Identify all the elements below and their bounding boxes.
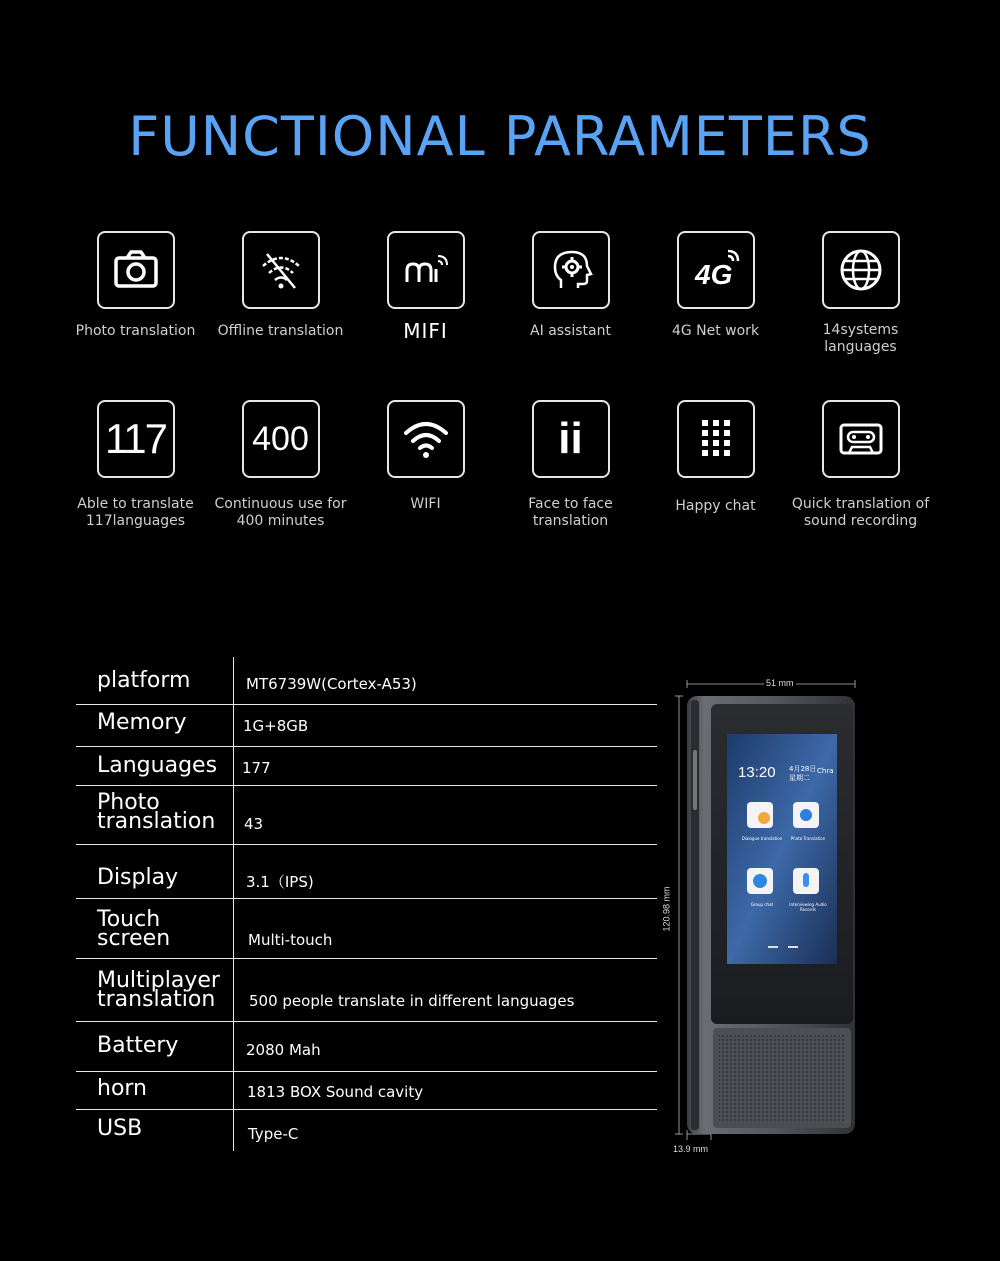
feature-label: 4G Net work [671,323,760,339]
spec-key: Photo translation [97,790,216,834]
feature-label: Photo translation [75,323,196,339]
grid-dot [702,450,708,456]
feature-ai-assistant [498,231,643,340]
feature-happy-chat [643,400,788,515]
app-label: Group chat [750,902,774,907]
feature-14-systems-languages [788,231,933,356]
grid-dot [713,420,719,426]
spec-value: 500 people translate in different languages [249,992,575,1010]
spec-value: 1G+8GB [243,717,309,735]
grid-dot [702,430,708,436]
grid-dot [702,420,708,426]
feature-label: Offline translation [217,323,344,339]
screen-weekday: 星期二 [789,774,810,782]
117-icon: 117 [97,400,175,478]
feature-label: Happy chat [675,498,756,514]
spec-value: MT6739W(Cortex-A53) [246,675,417,693]
grid-dot [702,440,708,446]
feature-label: AI assistant [530,323,611,339]
table-row [76,657,657,705]
screen-time: 13:20 [738,764,776,781]
depth-dimension: 13.9 mm [673,1144,709,1154]
spec-key: Memory [97,710,187,735]
feature-4g-network [643,231,788,340]
table-row [76,746,657,786]
grid-dot [724,440,730,446]
wifi-off-icon [242,231,320,309]
grid-dot [713,440,719,446]
grid-dot [724,450,730,456]
page-title: FUNCTIONAL PARAMETERS [128,105,872,168]
width-dimension: 51 mm [766,678,794,688]
feature-label: WIFI [410,496,441,512]
svg-text:4G: 4G [694,259,732,290]
spec-key: Touch screen [97,907,171,951]
table-row [76,958,657,1022]
feature-400-minutes [208,400,353,530]
face-to-face-icon: ii [532,400,610,478]
feature-label: Continuous use for 400 minutes [214,496,347,529]
400-icon: 400 [242,400,320,478]
feature-label: 14systems languages [822,322,899,355]
app-label: Photo Translation [790,836,826,841]
spec-key: platform [97,668,191,693]
wifi-icon [387,400,465,478]
height-dimension: 120.98 mm [661,886,672,932]
grid-dot [713,430,719,436]
spec-key: Languages [97,753,218,778]
app-label: Interviewing Audio Records [789,902,827,912]
camera-icon [97,231,175,309]
table-row [76,1021,657,1072]
spec-key: USB [97,1116,143,1141]
spec-key: Multiplayer translation [97,968,220,1012]
spec-key: Display [97,865,179,890]
table-row [76,1071,657,1110]
table-row [76,1109,657,1151]
feature-face-to-face [498,400,643,530]
table-row [76,844,657,899]
specs-table [76,657,657,1151]
table-row [76,898,657,959]
spec-value: 43 [244,815,264,833]
spec-value: 3.1（IPS) [246,873,314,891]
grid-dot [713,450,719,456]
spec-value: 177 [242,759,271,777]
mifi-icon [387,231,465,309]
spec-value: 2080 Mah [246,1041,321,1059]
feature-offline-translation [208,231,353,340]
dots-grid-icon [677,400,755,478]
spec-key: Battery [97,1033,179,1058]
feature-label: Quick translation of sound recording [791,496,930,529]
feature-label: Face to face translation [528,496,613,529]
ai-head-icon [532,231,610,309]
feature-label: Able to translate 117languages [77,496,194,529]
grid-dot [724,430,730,436]
device-image [661,670,875,1160]
feature-sound-recording [788,400,933,530]
grid-dot [724,420,730,426]
feature-117-languages [63,400,208,530]
spec-value: Type-C [248,1125,299,1143]
table-row [76,785,657,845]
screen-date: 4月28日 [789,765,817,773]
cassette-icon [822,400,900,478]
feature-photo-translation [63,231,208,340]
spec-value: 1813 BOX Sound cavity [247,1083,424,1101]
feature-label: MIFI [403,319,448,343]
spec-key: horn [97,1076,148,1101]
feature-mifi [353,231,498,343]
globe-icon [822,231,900,309]
table-row [76,704,657,747]
screen-city: Chra [817,767,834,775]
feature-wifi [353,400,498,513]
app-label: Dialogue translation [741,836,783,841]
spec-value: Multi-touch [248,931,333,949]
4g-icon [677,231,755,309]
